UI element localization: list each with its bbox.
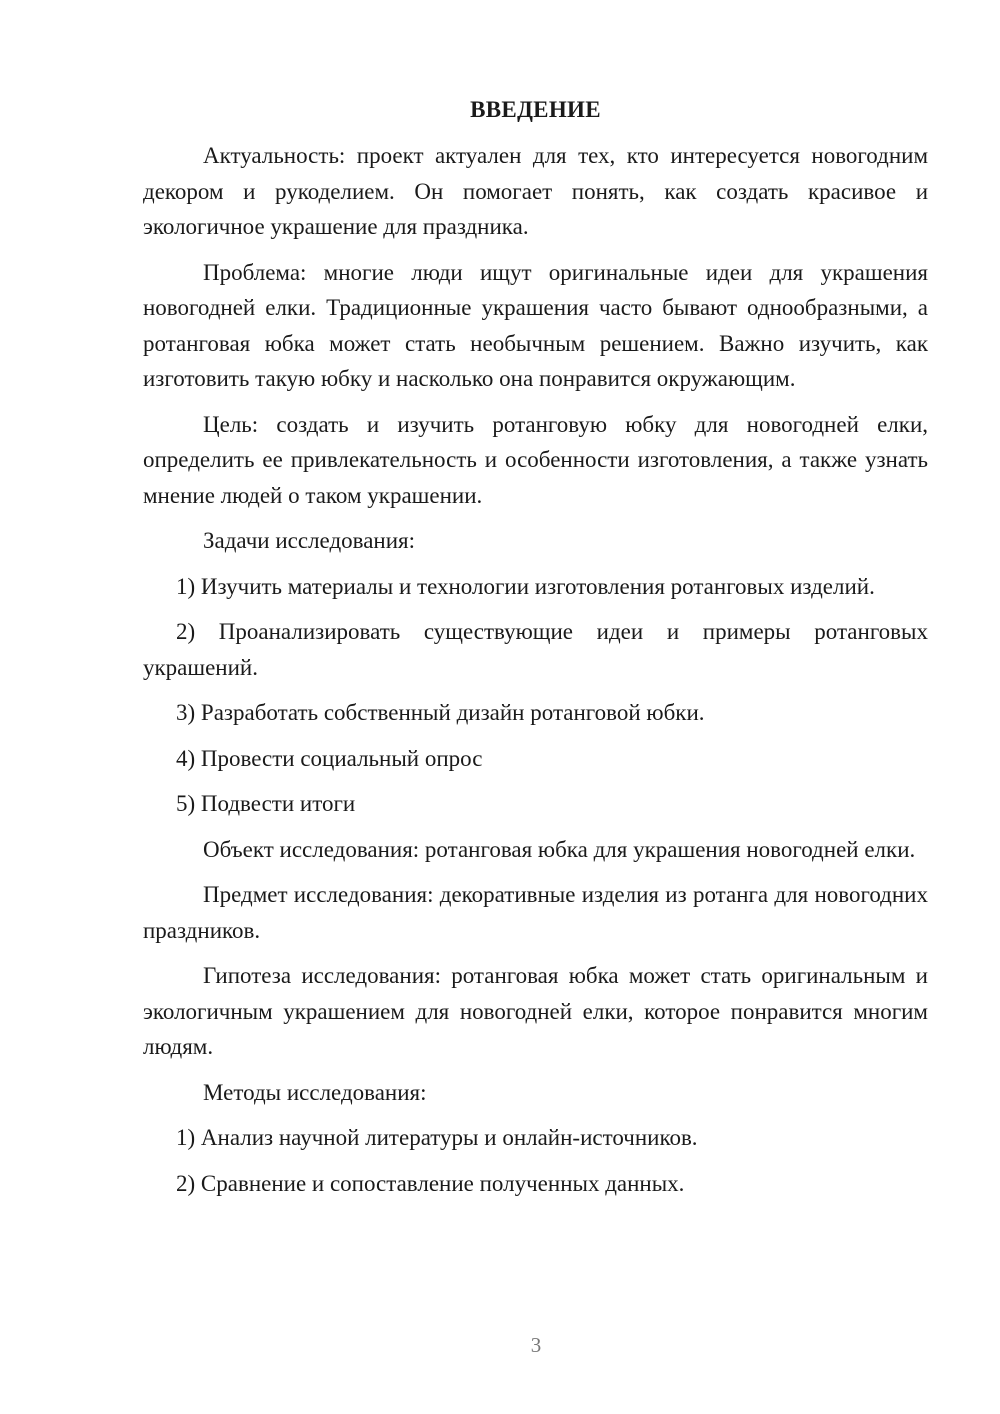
paragraph: Объект исследования: ротанговая юбка для украшения новогодней елки. — [203, 836, 916, 862]
paragraph: Гипотеза исследования: ротанговая юбка может стать оригинальным и экологичным украшением для новогодней елки, которое понравится многим людям. — [143, 963, 928, 1059]
document-body — [143, 138, 928, 1201]
paragraph: Цель: создать и изучить ротанговую юбку для новогодней елки, определить ее привлекательность и особенности изготовления, а также узнать мнение людей о таком украшении. — [143, 411, 928, 508]
page-number: 3 — [530, 1333, 542, 1357]
document-page — [143, 92, 928, 1211]
list-item: 2) Сравнение и сопоставление полученных данных. — [176, 1170, 685, 1196]
list-item: 5) Подвести итоги — [176, 791, 356, 816]
list-item: 1) Анализ научной литературы и онлайн-источников. — [176, 1125, 698, 1150]
list-item: 2) Проанализировать существующие идеи и примеры ротанговых украшений. — [143, 619, 928, 680]
paragraph: Задачи исследования: — [203, 528, 416, 553]
section-title: ВВЕДЕНИЕ — [470, 97, 601, 122]
paragraph: Проблема: многие люди ищут оригинальные идеи для украшения новогодней елки. Традиционные украшения часто бывают однообразными, а ротанговая юбка может стать необычным решением. Важно изучить, как изготовить такую юбку и насколько она понравится окружающим. — [143, 259, 928, 391]
paragraph: Предмет исследования: декоративные изделия из ротанга для новогодних праздников. — [143, 882, 928, 943]
paragraph: Актуальность: проект актуален для тех, кто интересуется новогодним декором и рукоделием. Он помогает понять, как создать красивое и экологичное украшение для праздника. — [143, 143, 928, 239]
paragraph: Методы исследования: — [203, 1079, 427, 1105]
list-item: 4) Провести социальный опрос — [176, 745, 483, 771]
list-item: 3) Разработать собственный дизайн ротанговой юбки. — [176, 700, 705, 725]
list-item: 1) Изучить материалы и технологии изготовления ротанговых изделий. — [176, 573, 875, 599]
